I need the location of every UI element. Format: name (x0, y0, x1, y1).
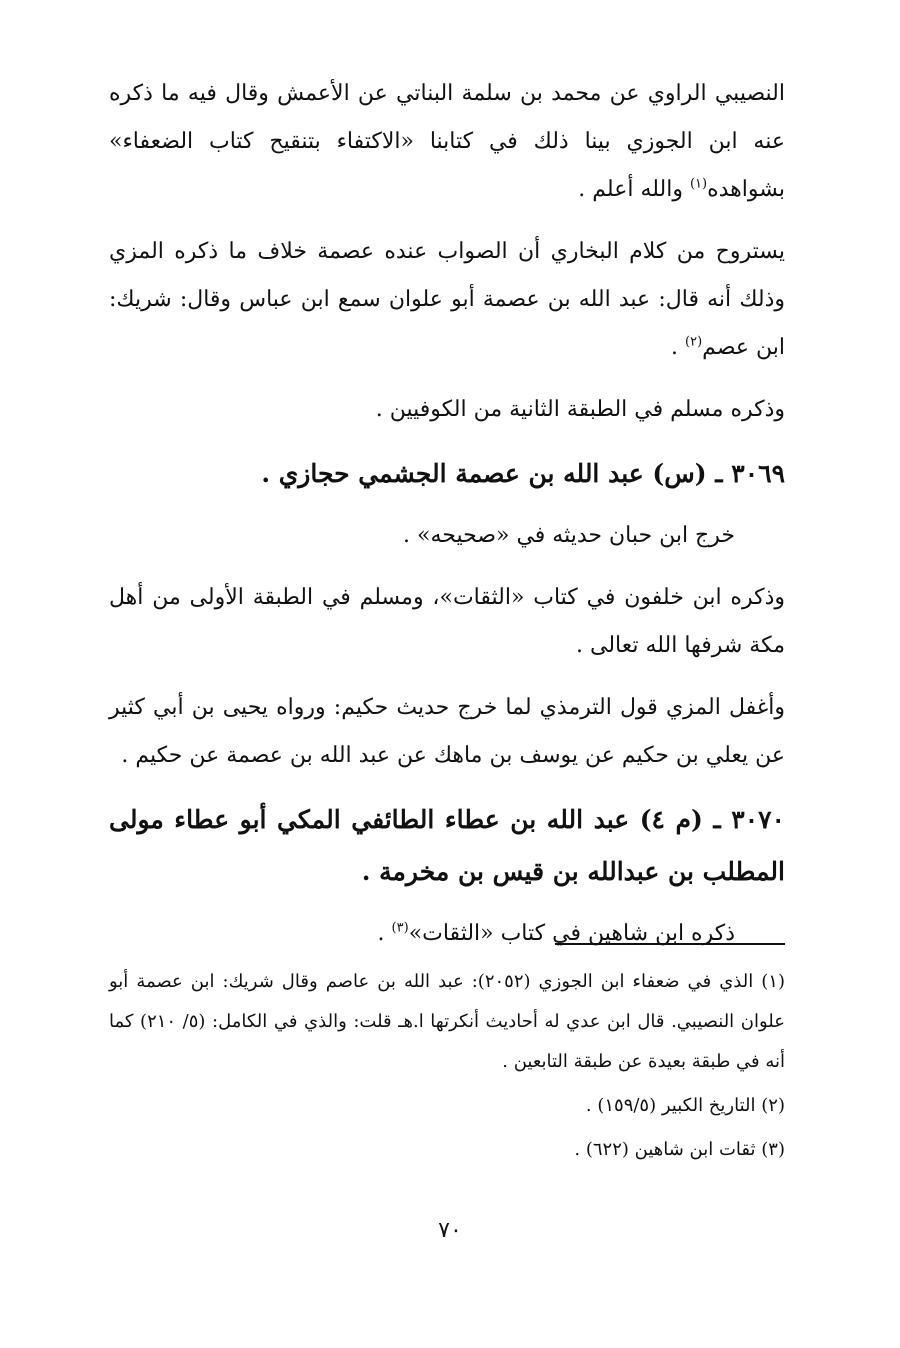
entry-heading-3070: ٣٠٧٠ ـ (م ٤) عبد الله بن عطاء الطائفي المكي أبو عطاء مولى المطلب بن عبدالله بن قيس بن مخرمة . (109, 805, 785, 886)
paragraph-tail: . (671, 335, 686, 360)
entry-heading-3069: ٣٠٦٩ ـ (س) عبد الله بن عصمة الجشمي حجازي . (261, 459, 785, 488)
main-text (109, 70, 785, 972)
footnote-number: (٣) (761, 1139, 785, 1160)
footnote-divider (555, 943, 785, 945)
paragraph-muslim (109, 386, 785, 434)
footnote-1 (109, 962, 785, 1082)
paragraph-ibn-hibban (109, 512, 785, 560)
footnote-text: ثقات ابن شاهين (٦٢٢) . (574, 1139, 756, 1160)
paragraph-text: النصيبي الراوي عن محمد بن سلمة البناتي عن الأعمش وقال فيه ما ذكره عنه ابن الجوزي بينا ذلك في كتابنا «الاكتفاء بتنقيح كتاب الضعفاء» بشواهده (109, 81, 785, 202)
footnote-text: الذي في ضعفاء ابن الجوزي (٢٠٥٢): عبد الله بن عاصم وقال شريك: ابن عصمة أبو علوان النصيبي. قال ابن عدي له أحاديث أنكرتها ا.هـ قلت: والذي في الكامل: (٥/ ٢١٠) كما أنه في طبقة بعيدة عن طبقة التابعين . (109, 971, 785, 1072)
paragraph-ibn-shahin (109, 910, 785, 958)
paragraph-continuation (109, 70, 785, 214)
footnote-number: (٢) (761, 1095, 785, 1116)
footnotes (109, 962, 785, 1174)
paragraph-bukhari (109, 228, 785, 372)
footnote-3 (109, 1130, 785, 1170)
paragraph-text: وأغفل المزي قول الترمذي لما خرج حديث حكيم: ورواه يحيى بن أبي كثير عن يعلي بن حكيم عن يوسف بن ماهك عن عبد الله بن عصمة عن حكيم . (109, 695, 785, 768)
footnote-2 (109, 1086, 785, 1126)
paragraph-tail: والله أعلم . (578, 177, 690, 202)
paragraph-ibn-khalfun (109, 574, 785, 670)
footnote-ref[interactable]: (١) (689, 176, 708, 192)
paragraph-text: يستروح من كلام البخاري أن الصواب عنده عصمة خلاف ما ذكره المزي وذلك أنه قال: عبد الله بن عصمة أبو علوان سمع ابن عباس وقال: شريك: ابن عصم (109, 239, 785, 360)
footnote-ref[interactable]: (٣) (391, 920, 409, 936)
paragraph-text: وذكره مسلم في الطبقة الثانية من الكوفيين . (375, 397, 785, 422)
paragraph-text: وذكره ابن خلفون في كتاب «الثقات»، ومسلم في الطبقة الأولى من أهل مكة شرفها الله تعالى . (109, 585, 785, 658)
footnote-ref[interactable]: (٢) (685, 334, 703, 350)
paragraph-text: ذكره ابن شاهين في كتاب «الثقات» (408, 921, 735, 946)
page-number: ٧٠ (438, 1218, 462, 1243)
footnote-number: (١) (761, 971, 785, 992)
paragraph-tail: . (377, 921, 392, 946)
footnote-text: التاريخ الكبير (١٥٩/٥) . (585, 1095, 756, 1116)
paragraph-tirmidhi (109, 684, 785, 780)
paragraph-text: خرج ابن حبان حديثه في «صحيحه» . (403, 523, 735, 548)
